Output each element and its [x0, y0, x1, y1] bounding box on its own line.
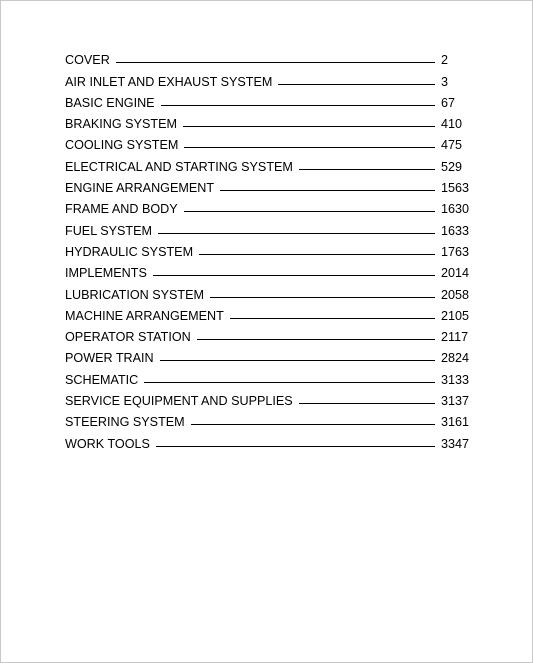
toc-entry[interactable] [65, 280, 473, 301]
toc-entry-page-number: 2014 [441, 266, 470, 281]
toc-leader-line [158, 233, 435, 234]
toc-entry[interactable] [65, 429, 473, 450]
toc-entry-page-number: 2117 [441, 330, 469, 345]
toc-entry[interactable] [65, 174, 473, 195]
toc-leader-line [184, 147, 435, 148]
toc-entry-title: BASIC ENGINE [65, 95, 155, 110]
toc-leader-line [220, 190, 435, 191]
toc-entry[interactable] [65, 110, 473, 131]
toc-entry-page-number: 2 [441, 53, 449, 68]
toc-entry-title: OPERATOR STATION [65, 330, 191, 345]
toc-entry[interactable] [65, 216, 473, 237]
toc-entry-title: AIR INLET AND EXHAUST SYSTEM [65, 74, 273, 89]
toc-leader-line [183, 126, 435, 127]
toc-entry-title: FUEL SYSTEM [65, 223, 153, 238]
toc-leader-line [230, 318, 435, 319]
toc-entry-title: HYDRAULIC SYSTEM [65, 244, 194, 259]
toc-entry[interactable] [65, 365, 473, 386]
toc-entry[interactable] [65, 67, 473, 88]
toc-entry-title: LUBRICATION SYSTEM [65, 287, 205, 302]
toc-leader-line [191, 424, 435, 425]
toc-entry-title: POWER TRAIN [65, 351, 154, 366]
toc-entry-title: IMPLEMENTS [65, 266, 147, 281]
toc-entry[interactable] [65, 344, 473, 365]
toc-entry-title: COVER [65, 53, 110, 68]
toc-entry-title: MACHINE ARRANGEMENT [65, 308, 224, 323]
toc-entry[interactable] [65, 152, 473, 173]
toc-leader-line [199, 254, 435, 255]
toc-entry-title: ENGINE ARRANGEMENT [65, 181, 215, 196]
toc-leader-line [210, 297, 435, 298]
toc-entry-page-number: 1763 [441, 244, 470, 259]
toc-entry-page-number: 475 [441, 138, 463, 153]
toc-leader-line [299, 403, 435, 404]
toc-entry-page-number: 1563 [441, 181, 470, 196]
toc-leader-line [299, 169, 435, 170]
toc-entry[interactable] [65, 195, 473, 216]
toc-entry-title: ELECTRICAL AND STARTING SYSTEM [65, 159, 293, 174]
toc-entry-page-number: 3133 [441, 372, 470, 387]
table-of-contents [65, 46, 473, 451]
toc-entry-page-number: 67 [441, 95, 456, 110]
toc-entry-page-number: 1630 [441, 202, 470, 217]
toc-entry[interactable] [65, 387, 473, 408]
toc-entry-page-number: 529 [441, 159, 463, 174]
toc-entry-title: STEERING SYSTEM [65, 415, 185, 430]
toc-entry-title: SCHEMATIC [65, 372, 139, 387]
toc-leader-line [197, 339, 435, 340]
toc-entry-page-number: 1633 [441, 223, 470, 238]
toc-leader-line [160, 360, 435, 361]
toc-leader-line [156, 446, 435, 447]
toc-leader-line [184, 211, 435, 212]
toc-entry-page-number: 3347 [441, 436, 470, 451]
toc-entry-title: SERVICE EQUIPMENT AND SUPPLIES [65, 394, 293, 409]
toc-leader-line [144, 382, 435, 383]
toc-entry[interactable] [65, 323, 473, 344]
toc-entry[interactable] [65, 131, 473, 152]
toc-entry[interactable] [65, 302, 473, 323]
toc-entry[interactable] [65, 46, 473, 67]
toc-leader-line [153, 275, 435, 276]
toc-entry[interactable] [65, 89, 473, 110]
toc-leader-line [161, 105, 435, 106]
toc-entry[interactable] [65, 408, 473, 429]
toc-entry-title: BRAKING SYSTEM [65, 117, 177, 132]
toc-entry-title: FRAME AND BODY [65, 202, 178, 217]
toc-entry-title: COOLING SYSTEM [65, 138, 179, 153]
toc-entry-page-number: 3 [441, 74, 449, 89]
toc-leader-line [116, 62, 435, 63]
toc-entry-page-number: 2058 [441, 287, 470, 302]
toc-entry-page-number: 2824 [441, 351, 470, 366]
toc-entry-page-number: 3137 [441, 394, 470, 409]
toc-entry-page-number: 410 [441, 117, 463, 132]
toc-entry[interactable] [65, 238, 473, 259]
toc-entry-page-number: 3161 [441, 415, 470, 430]
toc-entry[interactable] [65, 259, 473, 280]
toc-leader-line [278, 84, 435, 85]
toc-entry-page-number: 2105 [441, 308, 470, 323]
toc-entry-title: WORK TOOLS [65, 436, 150, 451]
